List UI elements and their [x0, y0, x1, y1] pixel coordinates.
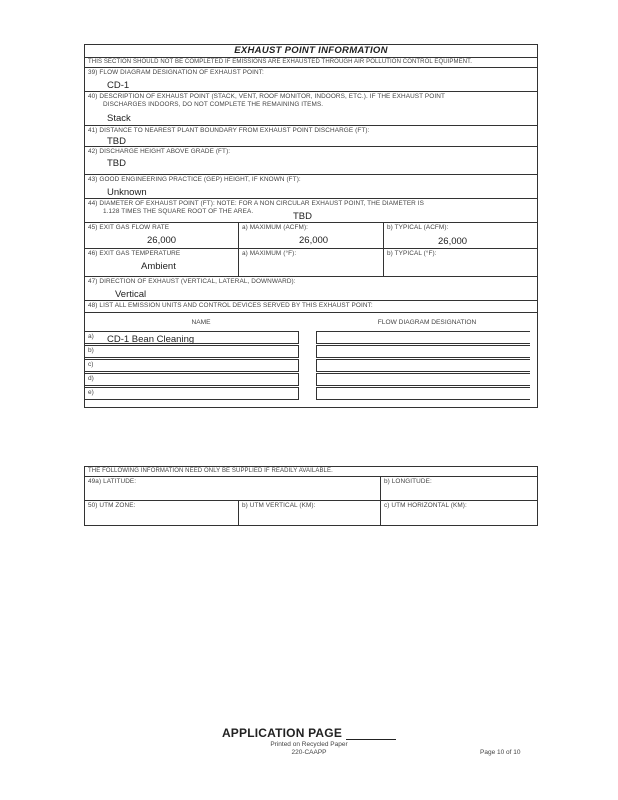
q48-col-flow: FLOW DIAGRAM DESIGNATION [377, 318, 477, 326]
q39-row [85, 68, 537, 92]
form-id: 220-CAAPP [291, 749, 327, 756]
q46-typ-label: b) TYPICAL (°F): [387, 250, 437, 257]
q48-row-flow[interactable] [316, 331, 530, 344]
q48-row-d [85, 373, 537, 387]
section-title: EXHAUST POINT INFORMATION [85, 45, 537, 58]
utm-zone-label: 50) UTM ZONE: [88, 502, 136, 509]
q46-label: 46) EXIT GAS TEMPERATURE [88, 250, 181, 257]
q48-row-letter: c) [88, 361, 94, 368]
q45-max-value[interactable]: 26,000 [299, 235, 329, 246]
q50-row [85, 501, 537, 525]
q45-row [85, 223, 537, 249]
exhaust-point-section [84, 44, 538, 408]
q43-row [85, 175, 537, 199]
q42-value[interactable]: TBD [107, 158, 126, 169]
q45-typ-value[interactable]: 26,000 [438, 236, 468, 247]
q48-row-b [85, 345, 537, 359]
latitude-label: 49a) LATITUDE: [88, 478, 137, 485]
utm-vertical-label: b) UTM VERTICAL (KM): [242, 502, 316, 509]
q44-label-line2: 1.128 TIMES THE SQUARE ROOT OF THE AREA. [103, 208, 254, 215]
q46-row [85, 249, 537, 277]
q47-label: 47) DIRECTION OF EXHAUST (VERTICAL, LATERAL, DOWNWARD): [88, 278, 296, 285]
optional-note: THE FOLLOWING INFORMATION NEED ONLY BE SUPPLIED IF READILY AVAILABLE. [85, 467, 537, 477]
q44-label-line1: 44) DIAMETER OF EXHAUST POINT (FT): NOTE: FOR A NON CIRCULAR EXHAUST POINT, THE DIAMETER IS [88, 200, 425, 207]
q45-max-label: a) MAXIMUM (ACFM): [242, 224, 309, 231]
q40-value[interactable]: Stack [107, 113, 131, 124]
q39-value[interactable]: CD-1 [107, 80, 130, 91]
q48-row-letter: d) [88, 375, 94, 382]
q48-col-name: NAME [191, 318, 211, 326]
q42-label: 42) DISCHARGE HEIGHT ABOVE GRADE (FT): [88, 148, 231, 155]
page-number: Page 10 of 10 [480, 749, 521, 756]
q48-row-c [85, 359, 537, 373]
q45-typ-label: b) TYPICAL (ACFM): [387, 224, 449, 231]
q48-row-name[interactable]: CD-1 Bean Cleaning [107, 334, 195, 345]
q39-label: 39) FLOW DIAGRAM DESIGNATION OF EXHAUST POINT: [88, 69, 264, 76]
q48-row-letter: e) [88, 389, 94, 396]
q40-row [85, 92, 537, 126]
q43-label: 43) GOOD ENGINEERING PRACTICE (GEP) HEIGHT, IF KNOWN (FT): [88, 176, 301, 183]
q43-value[interactable]: Unknown [107, 187, 147, 198]
q42-row [85, 147, 537, 175]
q45-label: 45) EXIT GAS FLOW RATE [88, 224, 170, 231]
longitude-label: b) LONGITUDE: [384, 478, 432, 485]
q41-value[interactable]: TBD [107, 136, 126, 147]
section-note: THIS SECTION SHOULD NOT BE COMPLETED IF EMISSIONS ARE EXHAUSTED THROUGH AIR POLLUTION CONTROL EQUIPMENT. [85, 58, 537, 68]
q47-row [85, 277, 537, 301]
q48-row-a [85, 331, 537, 345]
printed-note: Printed on Recycled Paper [270, 741, 348, 748]
q45-value[interactable]: 26,000 [147, 235, 177, 246]
q48-row-flow[interactable] [316, 345, 530, 358]
q48-row-e [85, 387, 537, 401]
q44-row [85, 199, 537, 223]
q41-label: 41) DISTANCE TO NEAREST PLANT BOUNDARY FROM EXHAUST POINT DISCHARGE (FT): [88, 127, 370, 134]
q40-label-line1: 40) DESCRIPTION OF EXHAUST POINT (STACK, VENT, ROOF MONITOR, INDOORS, ETC.). IF THE EXHAUST POINT [88, 93, 445, 100]
q46-max-label: a) MAXIMUM (°F): [242, 250, 297, 257]
utm-horizontal-label: c) UTM HORIZONTAL (KM): [384, 502, 467, 509]
q47-value[interactable]: Vertical [115, 289, 147, 300]
q48-label: 48) LIST ALL EMISSION UNITS AND CONTROL DEVICES SERVED BY THIS EXHAUST POINT: [85, 301, 537, 313]
q49-row [85, 477, 537, 501]
q41-row [85, 126, 537, 147]
q48-row-letter: a) [88, 333, 94, 340]
q48-header [85, 313, 537, 331]
q44-value[interactable]: TBD [293, 211, 312, 222]
q48-block [85, 301, 537, 407]
q48-row-flow[interactable] [316, 373, 530, 386]
location-section [84, 466, 538, 526]
footer-title [0, 726, 618, 740]
q46-value[interactable]: Ambient [141, 261, 176, 272]
page-number-blank [346, 739, 396, 740]
q48-row-letter: b) [88, 347, 94, 354]
q48-row-flow[interactable] [316, 359, 530, 372]
q48-row-flow[interactable] [316, 387, 530, 400]
q40-label-line2: DISCHARGES INDOORS, DO NOT COMPLETE THE REMAINING ITEMS. [103, 101, 324, 108]
application-page-label: APPLICATION PAGE [221, 726, 343, 740]
